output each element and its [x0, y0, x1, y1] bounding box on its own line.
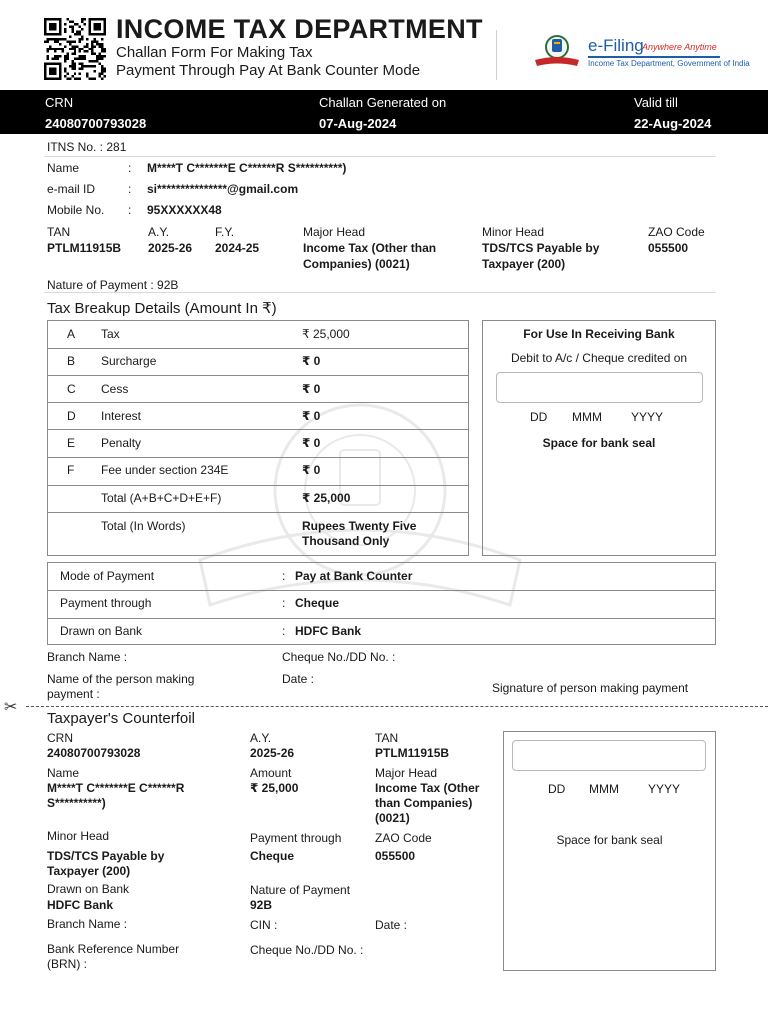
- payer-name-label-line2: payment :: [47, 687, 100, 701]
- minor-head-label: Minor Head: [482, 225, 545, 239]
- counterfoil-drawn-on-bank-label: Drawn on Bank: [47, 882, 130, 896]
- tax-row-amount: ₹ 0: [302, 409, 321, 423]
- fy-label: F.Y.: [215, 225, 235, 239]
- receiving-bank-title: For Use In Receiving Bank: [523, 327, 675, 341]
- challan-subtitle-line1: Challan Form For Making Tax: [116, 44, 313, 61]
- payment-separator: :: [282, 596, 286, 610]
- counterfoil-nature-value: 92B: [250, 898, 273, 912]
- counterfoil-name-line1: M****T C*******E C******R: [47, 781, 185, 795]
- major-head-line1: Income Tax (Other than: [303, 241, 437, 255]
- name-value: M****T C*******E C******R S**********): [147, 161, 347, 175]
- qr-code: [44, 18, 106, 80]
- email-value: si***************@gmail.com: [147, 182, 299, 196]
- tax-row-amount: ₹ 0: [302, 382, 321, 396]
- payment-separator: :: [282, 624, 286, 638]
- tax-row-code: F: [67, 463, 75, 477]
- tax-row-label: Cess: [101, 382, 129, 396]
- counterfoil-brn-label-line2: (BRN) :: [47, 957, 87, 971]
- counterfoil-drawn-on-bank-value: HDFC Bank: [47, 898, 114, 912]
- month-label: MMM: [572, 410, 602, 424]
- cut-line: [26, 706, 768, 707]
- total-in-words-label: Total (In Words): [101, 519, 186, 533]
- tax-row-label: Fee under section 234E: [101, 463, 229, 477]
- day-label: DD: [530, 410, 548, 424]
- counterfoil-date-field[interactable]: [512, 740, 706, 771]
- counterfoil-cheque-number-label: Cheque No./DD No. :: [250, 943, 364, 957]
- counterfoil-name-label: Name: [47, 766, 80, 780]
- counterfoil-ay-label: A.Y.: [250, 731, 272, 745]
- ay-value: 2025-26: [148, 241, 193, 255]
- zao-code-label: ZAO Code: [648, 225, 705, 239]
- tax-row-amount: ₹ 25,000: [302, 327, 350, 341]
- minor-head-line1: TDS/TCS Payable by: [482, 241, 600, 255]
- efiling-logo-text: e-Filing: [588, 36, 644, 55]
- counterfoil-crn-label: CRN: [47, 731, 73, 745]
- payment-date-label: Date :: [282, 672, 315, 686]
- counterfoil-date-label: Date :: [375, 918, 408, 932]
- counterfoil-major-head-label: Major Head: [375, 766, 438, 780]
- counterfoil-tan-label: TAN: [375, 731, 399, 745]
- counterfoil-day-label: DD: [548, 782, 566, 796]
- efiling-tagline: Anywhere Anytime: [642, 42, 717, 52]
- scissors-icon: ✂: [4, 699, 18, 716]
- valid-till-value: 22-Aug-2024: [634, 116, 712, 131]
- mobile-label: Mobile No.: [47, 203, 105, 217]
- counterfoil-payment-through-value: Cheque: [250, 849, 295, 863]
- tan-value: PTLM11915B: [47, 241, 122, 255]
- crn-value: 24080700793028: [45, 116, 147, 131]
- counterfoil-amount-value: ₹ 25,000: [250, 781, 299, 795]
- mode-of-payment-value: Pay at Bank Counter: [295, 569, 413, 583]
- total-in-words-line2: Thousand Only: [302, 534, 390, 548]
- counterfoil-year-label: YYYY: [648, 782, 681, 796]
- payment-through-label: Payment through: [60, 596, 152, 610]
- tax-row-code: C: [67, 382, 76, 396]
- tax-row-code: E: [67, 436, 76, 450]
- fy-value: 2024-25: [215, 241, 260, 255]
- tax-row-amount: ₹ 0: [302, 463, 321, 477]
- debit-cheque-label: Debit to A/c / Cheque credited on: [510, 351, 688, 365]
- email-label: e-mail ID: [47, 182, 96, 196]
- name-label: Name: [47, 161, 80, 175]
- generated-label: Challan Generated on: [319, 95, 447, 110]
- cheque-number-label: Cheque No./DD No. :: [282, 650, 396, 664]
- divider: [44, 292, 716, 293]
- counterfoil-minor-head-line1: TDS/TCS Payable by: [47, 849, 165, 863]
- counterfoil-nature-label: Nature of Payment: [250, 883, 351, 897]
- efiling-underline: [588, 56, 720, 58]
- counterfoil-name-line2: S**********): [47, 796, 106, 810]
- crn-summary-bar: [0, 90, 768, 134]
- divider: [44, 156, 716, 157]
- tax-row-label: Surcharge: [101, 354, 157, 368]
- major-head-label: Major Head: [303, 225, 366, 239]
- counterfoil-payment-through-label: Payment through: [250, 831, 342, 845]
- counterfoil-heading: Taxpayer's Counterfoil: [47, 710, 195, 727]
- counterfoil-minor-head-label: Minor Head: [47, 829, 110, 843]
- counterfoil-ay-value: 2025-26: [250, 746, 295, 760]
- counterfoil-brn-label-line1: Bank Reference Number: [47, 942, 180, 956]
- counterfoil-major-head-line3: (0021): [375, 811, 410, 825]
- counterfoil-zao-label: ZAO Code: [375, 831, 432, 845]
- challan-subtitle-line2: Payment Through Pay At Bank Counter Mode: [116, 62, 421, 79]
- itns-number: ITNS No. : 281: [47, 140, 127, 154]
- tax-row-amount: ₹ 0: [302, 436, 321, 450]
- tax-row-label: Interest: [101, 409, 142, 423]
- drawn-on-bank-label: Drawn on Bank: [60, 624, 143, 638]
- tan-label: TAN: [47, 225, 71, 239]
- mobile-value: 95XXXXXX48: [147, 203, 222, 217]
- drawn-on-bank-value: HDFC Bank: [295, 624, 362, 638]
- payer-name-label-line1: Name of the person making: [47, 672, 195, 686]
- tax-row-amount: ₹ 0: [302, 354, 321, 368]
- valid-till-label: Valid till: [634, 95, 678, 110]
- counterfoil-branch-label: Branch Name :: [47, 917, 128, 931]
- header-divider: [496, 30, 497, 80]
- crn-label: CRN: [45, 95, 74, 110]
- counterfoil-amount-label: Amount: [250, 766, 292, 780]
- counterfoil-major-head-line2: than Companies): [375, 796, 473, 810]
- counterfoil-crn-value: 24080700793028: [47, 746, 141, 760]
- tax-row-code: A: [67, 327, 76, 341]
- tax-row-label: Tax: [101, 327, 120, 341]
- payment-separator: :: [282, 569, 286, 583]
- year-label: YYYY: [631, 410, 664, 424]
- efiling-subtitle: Income Tax Department, Government of India: [588, 59, 750, 68]
- counterfoil-seal-label: Space for bank seal: [556, 833, 663, 847]
- nature-of-payment: Nature of Payment : 92B: [47, 278, 179, 292]
- total-amount: ₹ 25,000: [302, 491, 351, 505]
- mode-of-payment-label: Mode of Payment: [60, 569, 155, 583]
- tax-row-code: B: [67, 354, 76, 368]
- email-separator: :: [128, 182, 132, 196]
- income-tax-emblem-icon: [531, 32, 583, 72]
- payment-through-value: Cheque: [295, 596, 340, 610]
- debit-date-field[interactable]: [496, 372, 703, 403]
- tax-row-code: D: [67, 409, 76, 423]
- ay-label: A.Y.: [148, 225, 170, 239]
- total-label: Total (A+B+C+D+E+F): [101, 491, 222, 505]
- generated-value: 07-Aug-2024: [319, 116, 397, 131]
- minor-head-line2: Taxpayer (200): [482, 257, 566, 271]
- mobile-separator: :: [128, 203, 132, 217]
- department-title: INCOME TAX DEPARTMENT: [116, 14, 483, 44]
- bank-seal-label: Space for bank seal: [542, 436, 656, 450]
- zao-code-value: 055500: [648, 241, 689, 255]
- tax-breakup-heading: Tax Breakup Details (Amount In ₹): [47, 300, 277, 317]
- name-separator: :: [128, 161, 132, 175]
- total-in-words-line1: Rupees Twenty Five: [302, 519, 417, 533]
- counterfoil-zao-value: 055500: [375, 849, 416, 863]
- counterfoil-cin-label: CIN :: [250, 918, 278, 932]
- counterfoil-month-label: MMM: [589, 782, 619, 796]
- signature-label: Signature of person making payment: [492, 681, 689, 695]
- counterfoil-major-head-line1: Income Tax (Other: [375, 781, 480, 795]
- branch-name-label: Branch Name :: [47, 650, 128, 664]
- tax-row-label: Penalty: [101, 436, 142, 450]
- counterfoil-minor-head-line2: Taxpayer (200): [47, 864, 131, 878]
- counterfoil-tan-value: PTLM11915B: [375, 746, 450, 760]
- major-head-line2: Companies) (0021): [303, 257, 410, 271]
